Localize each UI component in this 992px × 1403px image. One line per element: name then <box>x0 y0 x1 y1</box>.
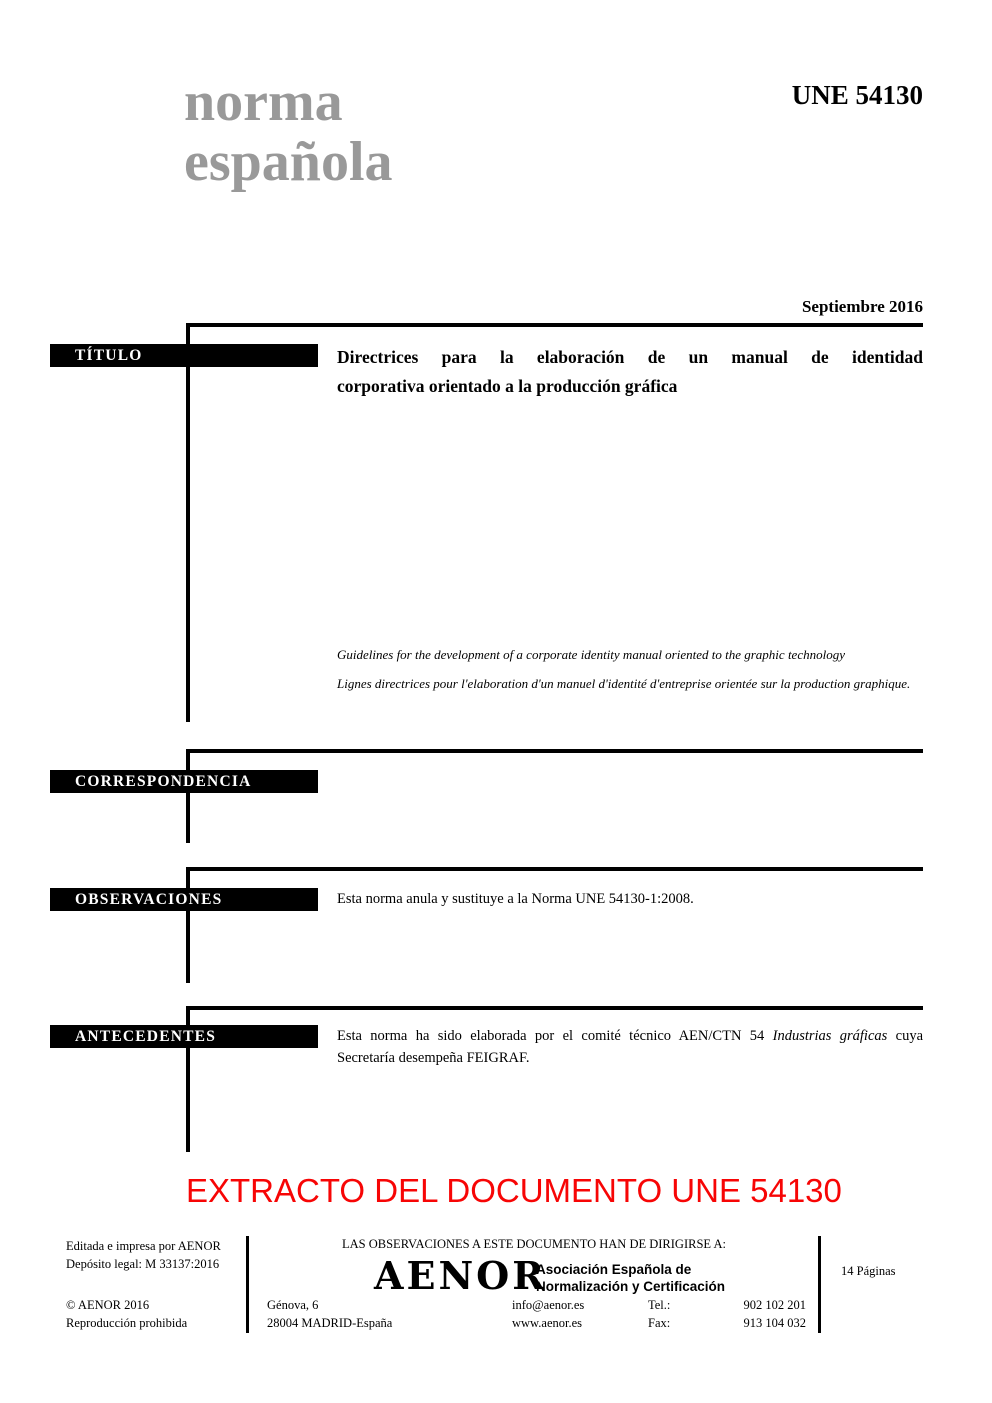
aenor-logo: AENOR <box>374 1253 547 1298</box>
footer-address-line1: Génova, 6 <box>267 1298 319 1312</box>
footer-deposito-legal: Depósito legal: M 33137:2016 <box>66 1257 220 1271</box>
titulo-label: TÍTULO <box>50 344 318 367</box>
antecedentes-text-part1: Esta norma ha sido elaborada por el comité técnico AEN/CTN 54 <box>337 1028 773 1044</box>
observaciones-top-rule <box>186 867 923 871</box>
publication-date: Septiembre 2016 <box>801 297 923 316</box>
footer-fax-value: 913 104 032 <box>743 1316 806 1330</box>
footer-tel-value: 902 102 201 <box>743 1298 806 1312</box>
observaciones-label: OBSERVACIONES <box>50 888 318 911</box>
extracto-notice: EXTRACTO DEL DOCUMENTO UNE 54130 <box>186 1172 842 1209</box>
antecedentes-label: ANTECEDENTES <box>50 1025 318 1048</box>
title-french: Lignes directrices pour l'elaboration d'un manuel d'identité d'entreprise orientée sur la production graphique. <box>337 676 911 691</box>
page-count: 14 Páginas <box>841 1264 896 1278</box>
antecedentes-text-italic: Industrias gráficas <box>772 1028 888 1044</box>
footer-website: www.aenor.es <box>512 1316 583 1330</box>
footer-divider-right <box>818 1236 821 1333</box>
footer-observations-notice: LAS OBSERVACIONES A ESTE DOCUMENTO HAN DE DIRIGIRSE A: <box>342 1237 726 1251</box>
antecedentes-top-rule <box>186 1006 923 1010</box>
correspondencia-left-rule <box>186 749 190 843</box>
footer-telfax-block <box>648 1296 806 1332</box>
footer-copyright-block <box>66 1296 187 1332</box>
footer-reproduction: Reproducción prohibida <box>66 1316 188 1330</box>
aenor-description-line2: Normalización y Certificación <box>536 1279 726 1294</box>
logo-line-1: norma <box>184 71 343 133</box>
footer-fax-label: Fax: <box>648 1316 671 1330</box>
footer-edited-line1: Editada e impresa por AENOR <box>66 1239 221 1253</box>
correspondencia-top-rule <box>186 749 923 753</box>
titulo-top-rule <box>186 323 923 327</box>
footer-fax-row <box>648 1314 806 1332</box>
aenor-description-line1: Asociación Española de <box>536 1262 692 1277</box>
titulo-left-rule <box>186 323 190 722</box>
document-title-line-2: corporativa orientado a la producción gráfica <box>337 376 678 396</box>
footer-edited-block <box>66 1237 221 1273</box>
footer-tel-row <box>648 1296 806 1314</box>
footer-address-line2: 28004 MADRID-España <box>267 1316 393 1330</box>
document-title <box>337 343 923 401</box>
footer-address-block <box>267 1296 392 1332</box>
correspondencia-label: CORRESPONDENCIA <box>50 770 318 793</box>
standard-code: UNE 54130 <box>791 80 923 110</box>
norma-espanola-logo <box>184 72 393 193</box>
aenor-description <box>536 1261 725 1295</box>
antecedentes-text-part2: cuya Secretaría desempeña FEIGRAF. <box>337 1028 924 1066</box>
document-title-line-1: Directrices para la elaboración de un manual de identidad <box>337 347 923 367</box>
footer-copyright: © AENOR 2016 <box>66 1298 150 1312</box>
antecedentes-text <box>337 1025 923 1069</box>
logo-line-2: española <box>184 131 393 194</box>
footer-divider-left <box>246 1236 249 1333</box>
observaciones-left-rule <box>186 867 190 983</box>
footer-email: info@aenor.es <box>512 1298 585 1312</box>
footer-contact-block <box>512 1296 584 1332</box>
footer-tel-label: Tel.: <box>648 1298 671 1312</box>
title-english: Guidelines for the development of a corporate identity manual oriented to the graphic technology <box>337 647 845 662</box>
observaciones-text: Esta norma anula y sustituye a la Norma UNE 54130-1:2008. <box>337 891 694 907</box>
